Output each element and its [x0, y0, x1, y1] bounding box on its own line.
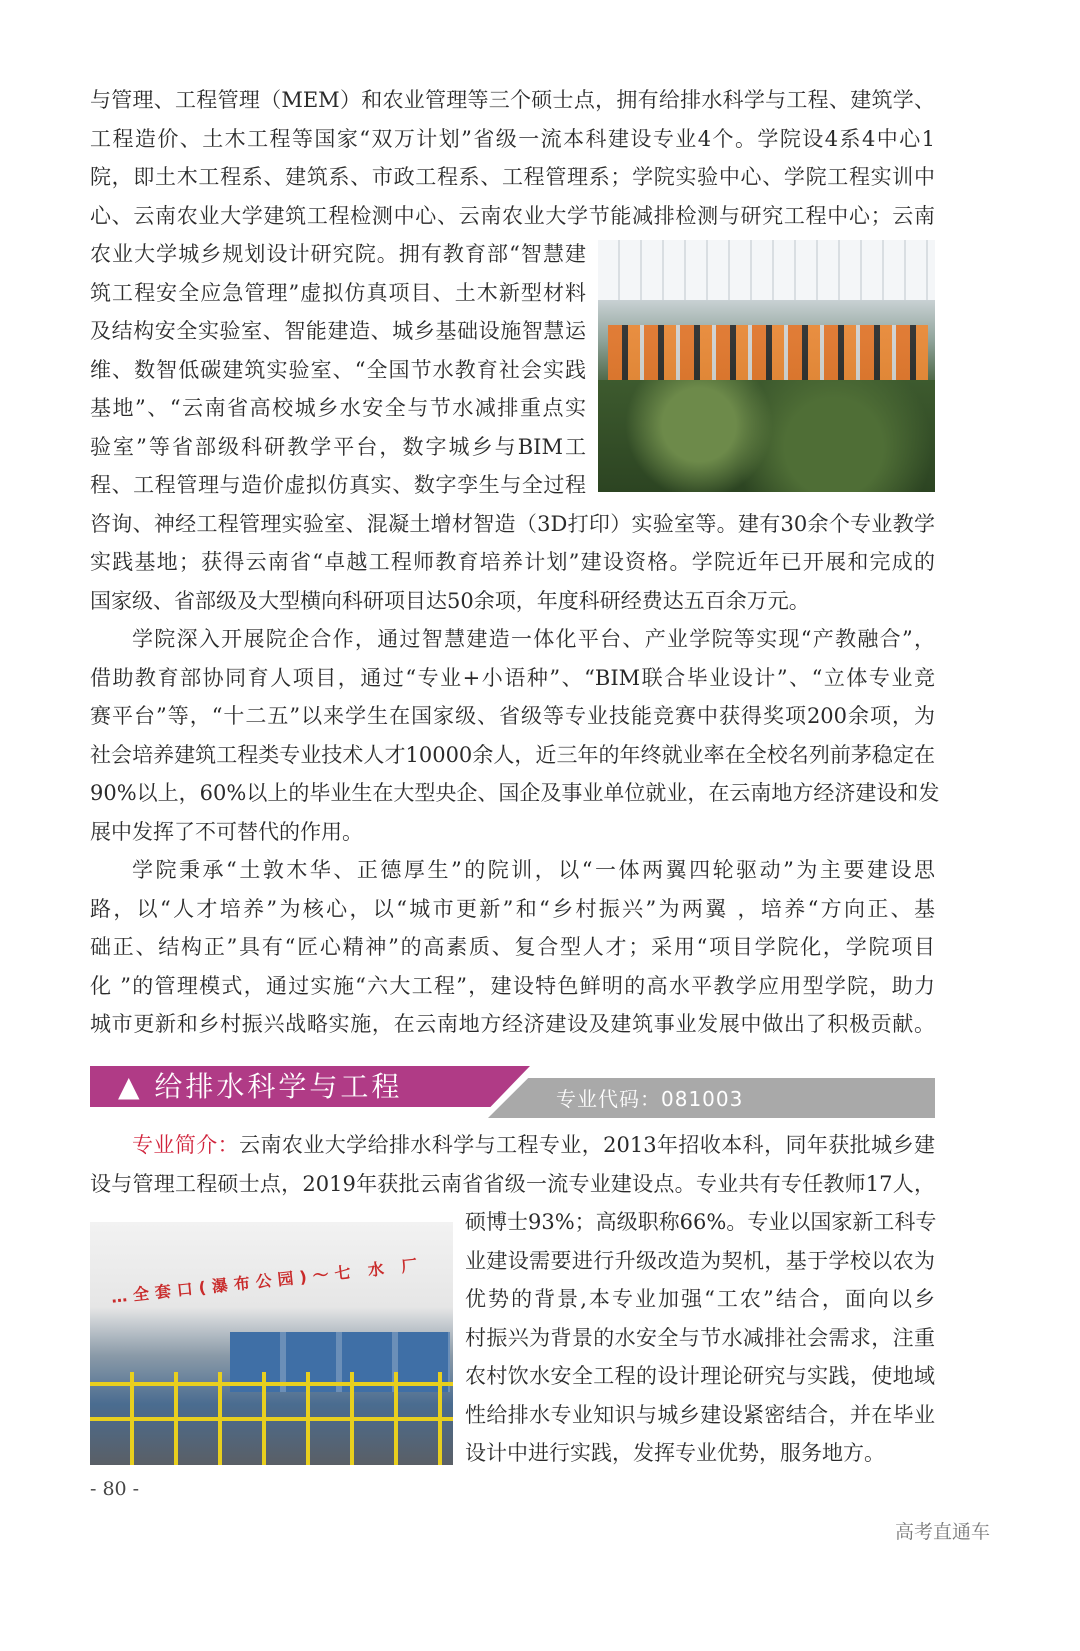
body-line: 院，即土木工程系、建筑系、市政工程系、工程管理系；学院实验中心、学院工程实训中	[90, 165, 935, 189]
body-line: 学院秉承“土敦木华、正德厚生”的院训，以“一体两翼四轮驱动”为主要建设思	[132, 858, 935, 882]
terrain-model-lab-photo	[598, 240, 935, 492]
intro-text: 云南农业大学给排水科学与工程专业，2013年招收本科，同年获批城乡建	[239, 1133, 935, 1157]
body-line: 社会培养建筑工程类专业技术人才10000余人，近三年的年终就业率在全校名列前茅稳定在	[90, 742, 935, 767]
body-line: 础正、结构正”具有“匠心精神”的高素质、复合型人才；采用“项目学院化，学院项目	[90, 935, 935, 959]
body-line: 咨询、神经工程管理实验室、混凝土增材智造（3D打印）实验室等。建有30余个专业教学	[90, 511, 935, 536]
body-line: 90%以上，60%以上的毕业生在大型央企、国企及事业单位就业，在云南地方经济建设和发	[90, 781, 940, 805]
body-line: 学院深入开展院企合作，通过智慧建造一体化平台、产业学院等实现“产教融合”，	[132, 627, 935, 651]
body-line: 赛平台”等，“十二五”以来学生在国家级、省级等专业技能竞赛中获得奖项200余项，为	[90, 704, 935, 728]
intro-first-line	[90, 1131, 935, 1159]
body-line: 心、云南农业大学建筑工程检测中心、云南农业大学节能减排检测与研究工程中心；云南	[90, 203, 935, 228]
section-line: 业建设需要进行升级改造为契机，基于学校以农为	[465, 1248, 935, 1273]
body-line: 筑工程安全应急管理”虚拟仿真项目、土木新型材料	[90, 280, 586, 305]
body-line: 与管理、工程管理（MEM）和农业管理等三个硕士点，拥有给排水科学与工程、建筑学、	[90, 88, 935, 112]
body-line: 程、工程管理与造价虚拟仿真实、数字孪生与全过程	[90, 473, 586, 497]
photo-railings	[90, 1372, 453, 1465]
page-number: - 80 -	[90, 1478, 140, 1500]
section-line: 硕博士93%；高级职称66%。专业以国家新工科专	[465, 1210, 937, 1234]
water-plant-visit-photo	[90, 1222, 453, 1465]
body-line: 农业大学城乡规划设计研究院。拥有教育部“智慧建	[90, 242, 586, 266]
photo-wall-sign: …全套口(瀑布公园)～七 水 厂	[110, 1255, 425, 1307]
body-line: 城市更新和乡村振兴战略实施，在云南地方经济建设及建筑事业发展中做出了积极贡献。	[90, 1012, 935, 1036]
body-line: 路，以“人才培养”为核心，以“城市更新”和“乡村振兴”为两翼 ，培养“方向正、基	[90, 896, 935, 921]
body-line: 验室”等省部级科研教学平台，数字城乡与BIM工	[90, 434, 586, 459]
section-line: 设与管理工程硕士点，2019年获批云南省省级一流专业建设点。专业共有专任教师17人，	[90, 1171, 935, 1196]
section-line: 农村饮水安全工程的设计理论研究与实践，使地域	[465, 1364, 935, 1388]
body-line: 及结构安全实验室、智能建造、城乡基础设施智慧运	[90, 319, 586, 343]
photo-terrain-model	[598, 380, 935, 492]
body-line: 展中发挥了不可替代的作用。	[90, 819, 363, 844]
photo-students	[608, 325, 928, 380]
major-code: 专业代码：081003	[556, 1087, 744, 1111]
intro-label: 专业简介：	[132, 1133, 240, 1157]
body-line: 化 ”的管理模式，通过实施“六大工程”，建设特色鲜明的高水平教学应用型学院，助力	[90, 973, 935, 998]
body-line: 借助教育部协同育人项目，通过“专业+小语种”、“BIM联合毕业设计”、“立体专业竞	[90, 665, 935, 690]
section-line: 村振兴为背景的水安全与节水减排社会需求，注重	[465, 1325, 935, 1350]
section-line: 性给排水专业知识与城乡建设紧密结合，并在毕业	[465, 1402, 935, 1427]
photo-ceiling	[598, 240, 935, 300]
body-line: 国家级、省部级及大型横向科研项目达50余项，年度科研经费达五百余万元。	[90, 588, 810, 613]
section-line: 设计中进行实践，发挥专业优势，服务地方。	[465, 1441, 885, 1465]
body-line: 维、数智低碳建筑实验室、“全国节水教育社会实践	[90, 357, 586, 382]
section-line: 优势的背景,本专业加强“工农”结合，面向以乡	[465, 1287, 935, 1311]
body-line: 基地”、“云南省高校城乡水安全与节水减排重点实	[90, 396, 586, 420]
watermark: 高考直通车	[895, 1521, 991, 1543]
body-line: 工程造价、土木工程等国家“双万计划”省级一流本科建设专业4个。学院设4系4中心1	[90, 126, 935, 151]
section-title: ▲ 给排水科学与工程	[118, 1070, 403, 1103]
body-line: 实践基地；获得云南省“卓越工程师教育培养计划”建设资格。学院近年已开展和完成的	[90, 550, 935, 574]
